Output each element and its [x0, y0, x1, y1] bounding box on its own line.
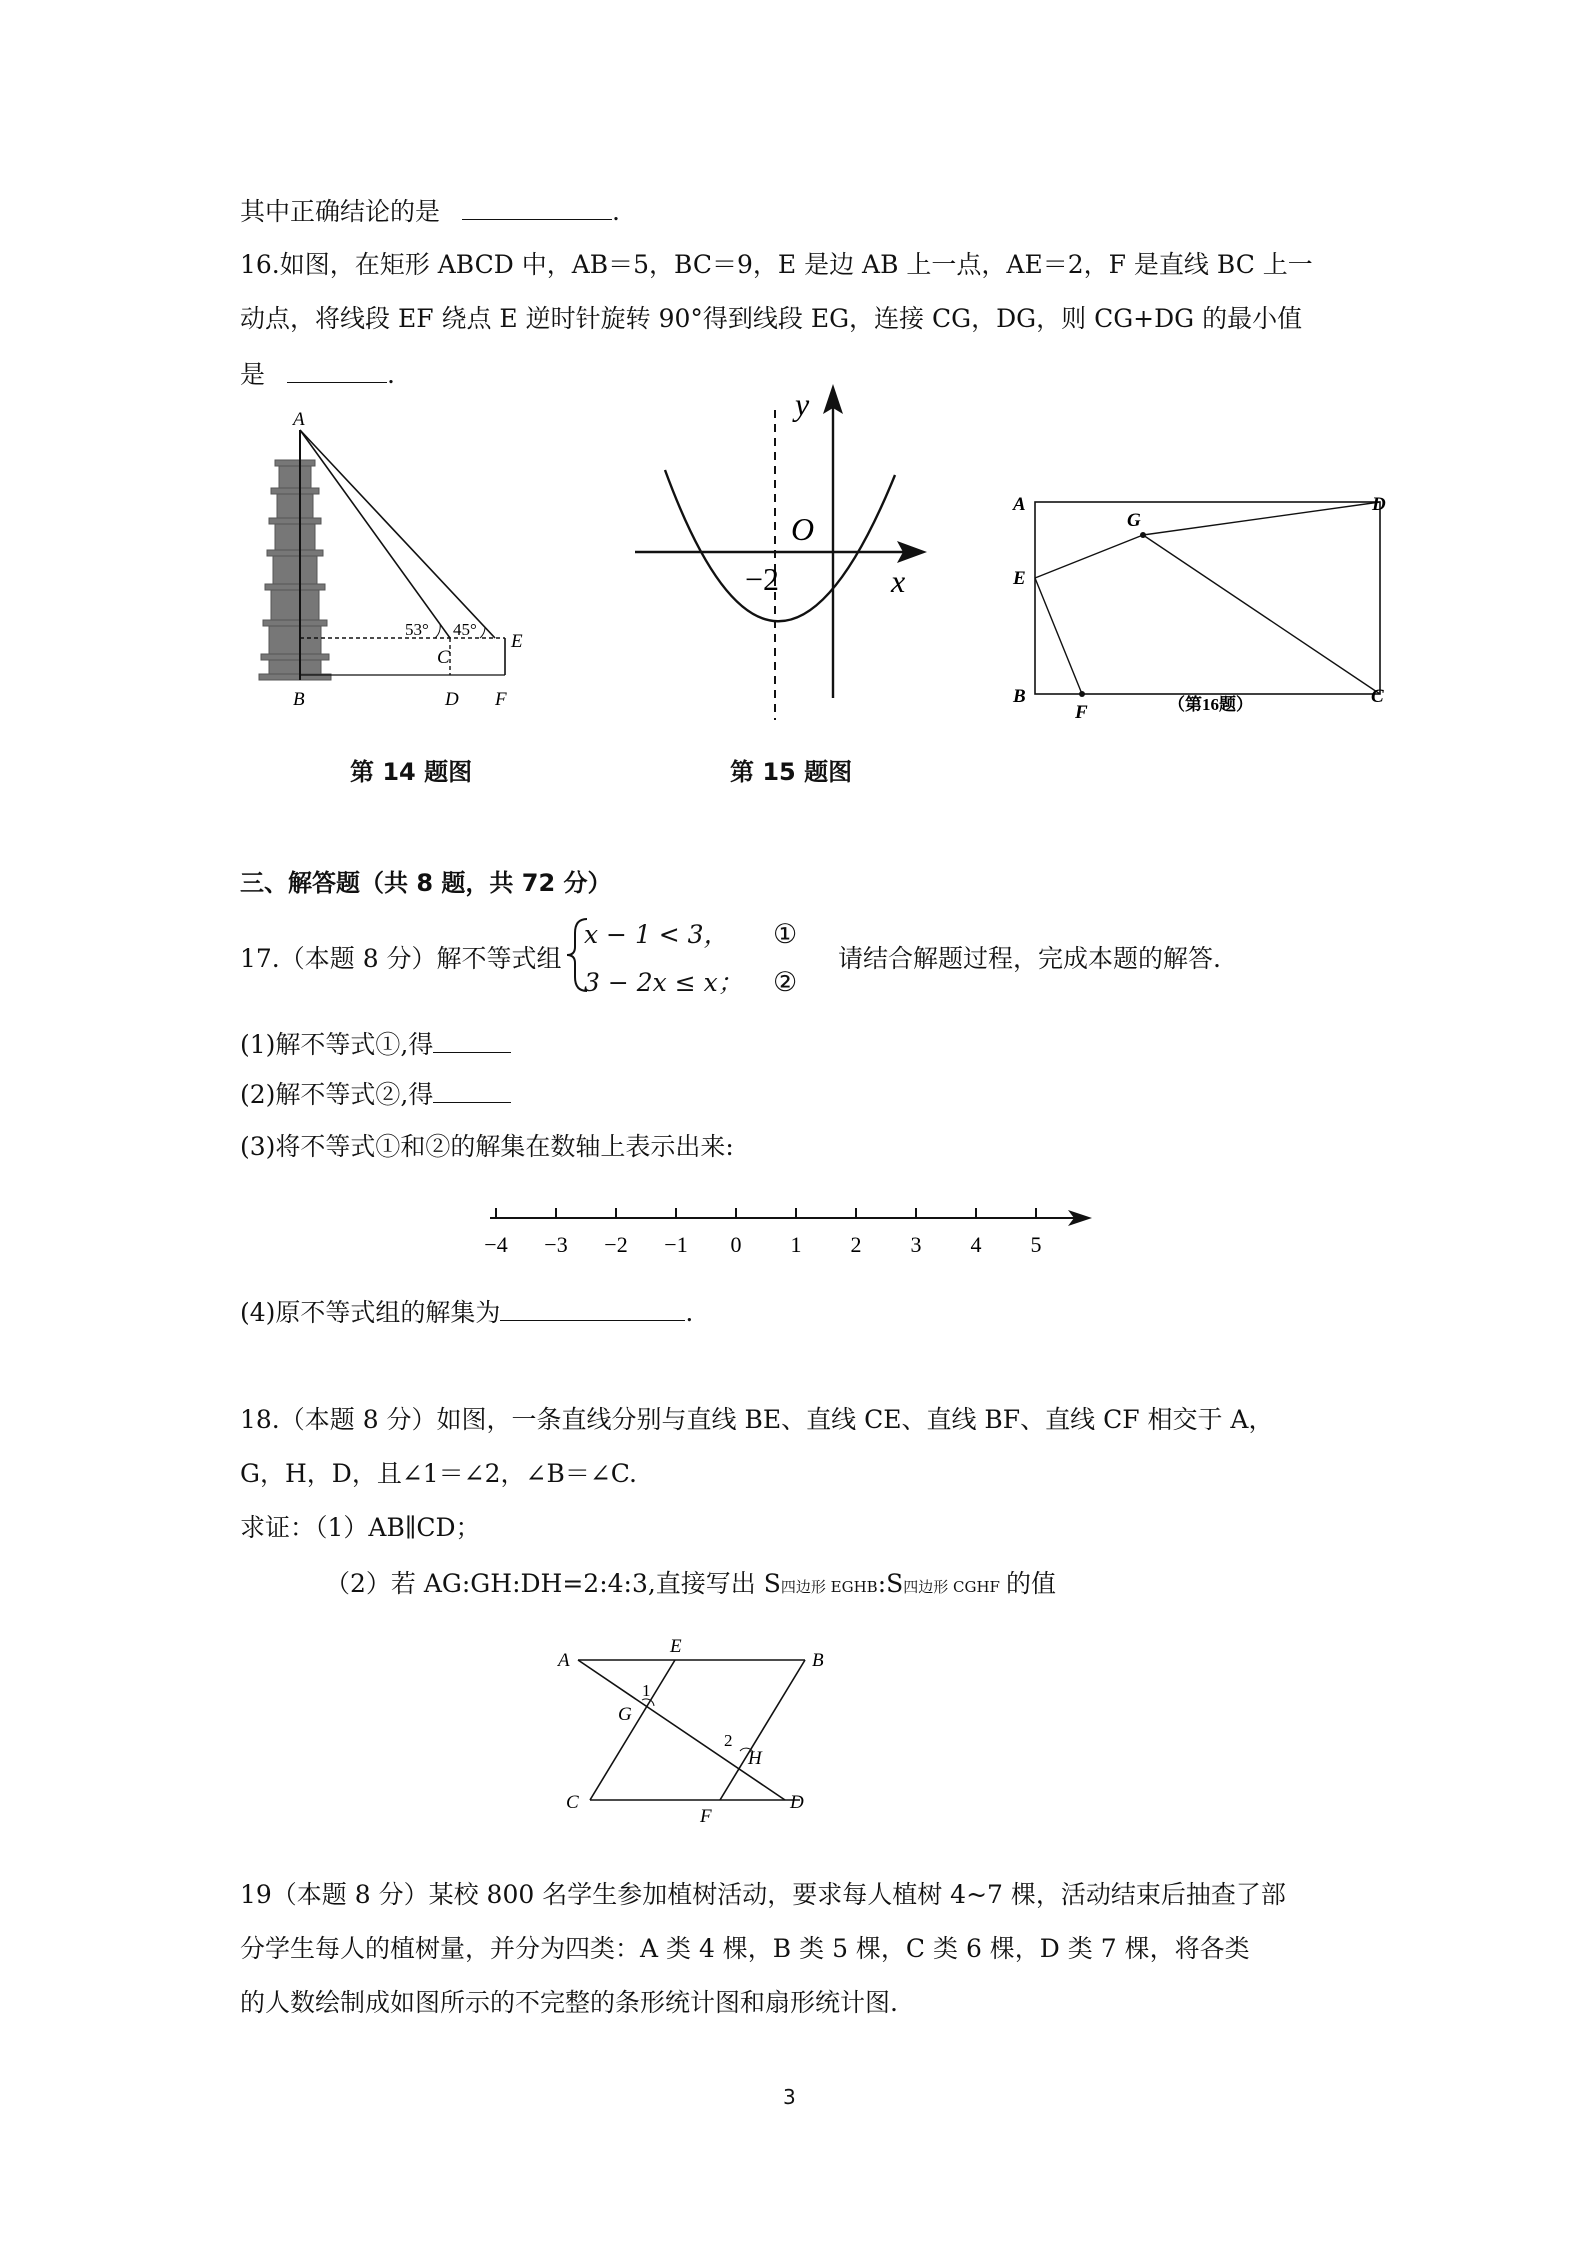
- fig18-label-E: E: [670, 1636, 682, 1657]
- q16-answer-blank[interactable]: [287, 356, 387, 383]
- fig15-caption: 第 15 题图: [730, 758, 853, 786]
- section-3-heading: 三、解答题（共 8 题，共 72 分）: [240, 869, 612, 897]
- fig16-label-G: G: [1127, 510, 1141, 531]
- figure-15: [635, 380, 935, 720]
- fig16-label-A: A: [1013, 494, 1026, 515]
- fig18-label-D: D: [790, 1792, 804, 1813]
- q17-step-1-text: (1)解不等式①,得: [240, 1030, 434, 1059]
- number-line-label: 5: [1030, 1232, 1042, 1257]
- number-line-label: −3: [544, 1232, 568, 1257]
- q18-line-4: [325, 1567, 1056, 1604]
- fig16-label-B: B: [1013, 686, 1026, 707]
- q17-step-1-blank[interactable]: [433, 1026, 511, 1053]
- fig16-label-D: D: [1372, 494, 1386, 515]
- fig14-label-C: C: [437, 647, 450, 668]
- fig18-angle-1: 1: [642, 1681, 651, 1700]
- q18-line-4c: 的值: [1005, 1569, 1056, 1598]
- q19-line-1: 19（本题 8 分）某校 800 名学生参加植树活动，要求每人植树 4~7 棵，活动结束后抽查了部: [240, 1880, 1286, 1909]
- q18-subscript-2: 四边形 CGHF: [903, 1578, 1000, 1596]
- fig14-label-E: E: [511, 631, 523, 652]
- fig14-angle-45: 45°: [453, 620, 477, 639]
- q17-inequality-2: 3 − 2x ≤ x；: [584, 968, 743, 997]
- q16-line-3-text: 是: [240, 360, 266, 389]
- number-line-label: 1: [790, 1232, 802, 1257]
- page-number: 3: [783, 2085, 796, 2109]
- q18-line-4b: :S: [877, 1569, 904, 1598]
- previous-question-tail: 其中正确结论的是 .: [240, 193, 620, 229]
- previous-question-text: 其中正确结论的是: [240, 197, 441, 226]
- pagoda-image: [259, 460, 331, 680]
- q17-step-2: [240, 1076, 511, 1112]
- figure-18: [550, 1630, 850, 1830]
- q19-line-2: 分学生每人的植树量，并分为四类：A 类 4 棵，B 类 5 棵，C 类 6 棵，D 类 7 棵，将各类: [240, 1934, 1250, 1963]
- number-line-label: 0: [730, 1232, 742, 1257]
- q18-line-1: 18.（本题 8 分）如图，一条直线分别与直线 BE、直线 CE、直线 BF、直线 CF 相交于 A，: [240, 1405, 1274, 1434]
- number-line: [480, 1190, 1100, 1260]
- q17-prefix: 17.（本题 8 分）解不等式组: [240, 944, 562, 973]
- fig14-label-D: D: [445, 689, 459, 710]
- number-line-label: 3: [910, 1232, 922, 1257]
- q17-mark-2: ②: [773, 967, 798, 998]
- q17-step-4-blank[interactable]: [500, 1294, 685, 1321]
- q17-mark-1: ①: [773, 919, 798, 950]
- figure-14: [255, 410, 545, 710]
- number-line-label: −1: [664, 1232, 688, 1257]
- q17-step-2-text: (2)解不等式②,得: [240, 1080, 434, 1109]
- fig14-caption: 第 14 题图: [350, 758, 473, 786]
- q17-step-1: [240, 1026, 511, 1062]
- fig15-label-x: x: [891, 563, 906, 599]
- q18-line-2: G，H，D，且∠1＝∠2，∠B＝∠C.: [240, 1459, 637, 1488]
- fig14-label-A: A: [293, 410, 305, 430]
- fig18-label-F: F: [700, 1806, 712, 1827]
- q18-subscript-1: 四边形 EGHB: [780, 1578, 878, 1596]
- number-line-label: −2: [604, 1232, 628, 1257]
- fig18-angle-2: 2: [724, 1731, 733, 1750]
- fig14-angle-53: 53°: [405, 620, 429, 639]
- number-line-label: 4: [970, 1232, 982, 1257]
- figure-16: [1005, 480, 1405, 720]
- fig16-label-F: F: [1075, 702, 1088, 720]
- q17-step-4-text: (4)原不等式组的解集为: [240, 1298, 501, 1327]
- fig15-label-minus2: −2: [745, 561, 780, 597]
- number-line-label: 2: [850, 1232, 862, 1257]
- fig15-label-y: y: [795, 386, 810, 422]
- q18-line-4a: （2）若 AG:GH:DH=2:4:3,直接写出 S: [325, 1569, 781, 1598]
- number-line-label: −4: [484, 1232, 508, 1257]
- answer-blank[interactable]: [462, 193, 612, 220]
- fig14-label-B: B: [293, 689, 305, 710]
- q17-inequality-1: x − 1 < 3，: [584, 920, 729, 949]
- fig14-label-F: F: [495, 689, 507, 710]
- q17-step-4: (4)原不等式组的解集为 .: [240, 1294, 693, 1330]
- q19-line-3: 的人数绘制成如图所示的不完整的条形统计图和扇形统计图.: [240, 1988, 898, 2017]
- q17-step-2-blank[interactable]: [433, 1076, 511, 1103]
- fig16-label-C: C: [1371, 686, 1384, 707]
- fig15-label-O: O: [791, 511, 815, 547]
- q17-step-3: (3)将不等式①和②的解集在数轴上表示出来:: [240, 1132, 734, 1161]
- q16-line-3: 是 .: [240, 356, 395, 392]
- fig18-label-B: B: [812, 1650, 824, 1671]
- q16-line-1: 16.如图，在矩形 ABCD 中，AB＝5，BC＝9，E 是边 AB 上一点，AE＝2，F 是直线 BC 上一: [240, 250, 1313, 279]
- fig18-label-A: A: [558, 1650, 570, 1671]
- fig16-caption: （第16题）: [1168, 695, 1253, 714]
- fig18-label-G: G: [618, 1704, 632, 1725]
- fig18-label-H: H: [748, 1748, 762, 1769]
- q16-line-2: 动点，将线段 EF 绕点 E 逆时针旋转 90°得到线段 EG，连接 CG，DG，则 CG+DG 的最小值: [240, 304, 1303, 333]
- q18-line-3: 求证：（1）AB∥CD；: [240, 1513, 481, 1542]
- fig16-label-E: E: [1013, 568, 1026, 589]
- fig18-label-C: C: [566, 1792, 579, 1813]
- q17-suffix: 请结合解题过程，完成本题的解答.: [838, 944, 1221, 973]
